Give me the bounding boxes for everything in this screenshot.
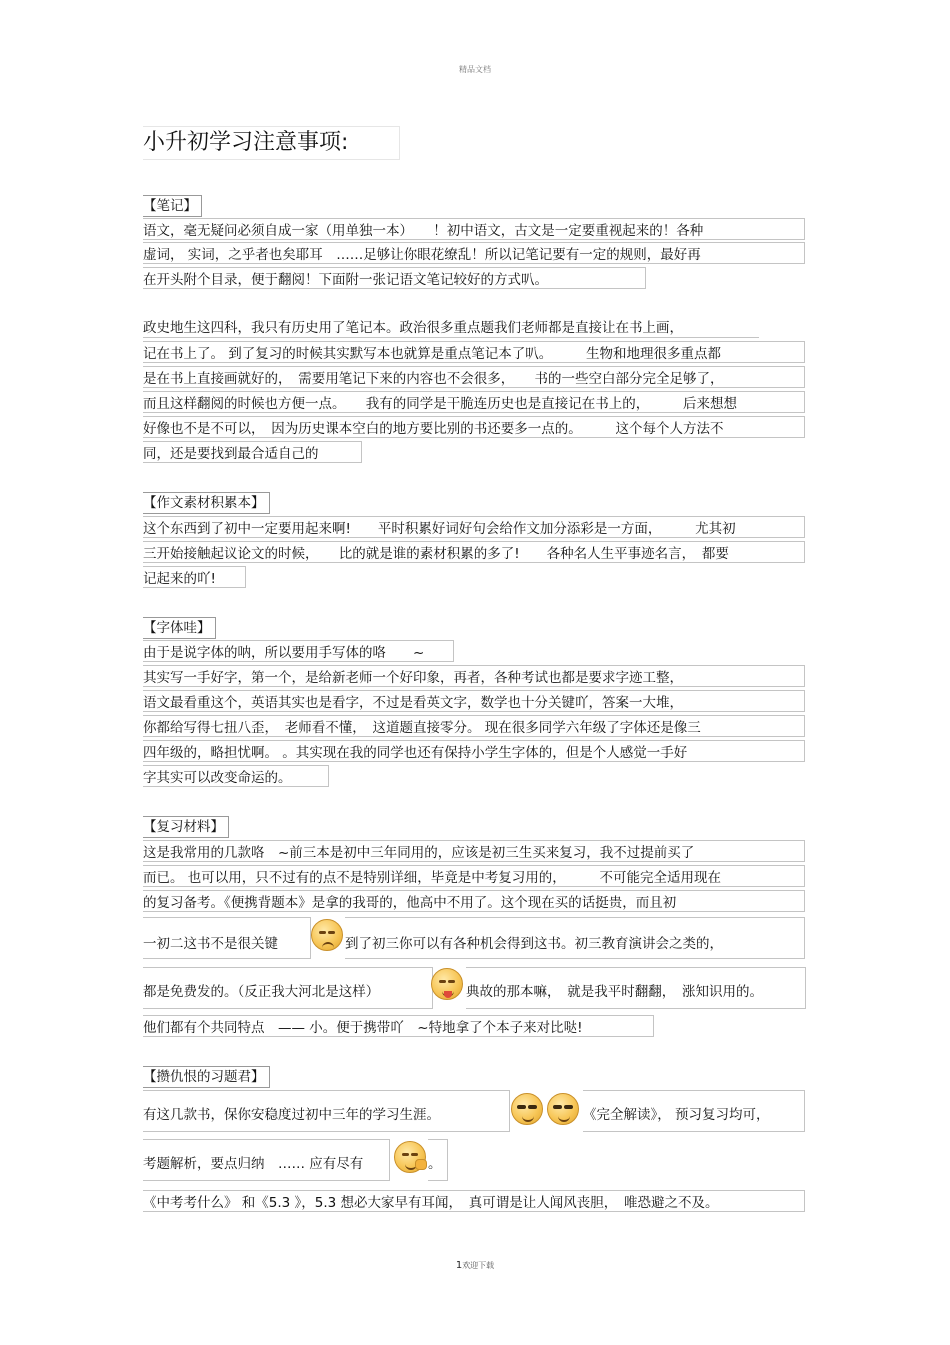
text-line: 其实写一手好字，第一个，是给新老师一个好印象，再者，各种考试也都是要求字迹工整， <box>143 665 805 687</box>
text-line: 记在书上了。 到了复习的时候其实默写本也就算是重点笔记本了叭。 生物和地理很多重点都 <box>143 341 805 363</box>
text-line: 一初二这书不是很关键 <box>143 917 311 959</box>
text-line: 四年级的，略担忧啊。 。其实现在我的同学也还有保持小学生字体的，但是个人感觉一手好 <box>143 740 805 762</box>
text-line: 考题解析，要点归纳 …… 应有尽有 <box>143 1139 390 1181</box>
text-line: 虚词， 实词，之乎者也矣耶耳 ……足够让你眼花缭乱！所以记笔记要有一定的规则，最好再 <box>143 242 805 264</box>
text-line: 到了初三你可以有各种机会得到这书。初三教育演讲会之类的， <box>345 917 805 959</box>
text-line: 都是免费发的。（反正我大河北是这样） <box>143 967 433 1009</box>
footer-note <box>0 1260 950 1271</box>
text-line: 《中考考什么》 和《5.3 》，5.3 想必大家早有耳闻， 真可谓是让人闻风丧胆， 唯恐避之不及。 <box>143 1190 805 1212</box>
section-heading-notes: 【笔记】 <box>143 195 202 217</box>
text-line: 《完全解读》， 预习复习均可， <box>583 1090 805 1132</box>
text-line: 有这几款书，保你安稳度过初中三年的学习生涯。 <box>143 1090 510 1132</box>
text-line: 语文最看重这个，英语其实也是看字，不过是看英文字，数学也十分关键吖，答案一大堆， <box>143 690 805 712</box>
text-line: 典故的那本嘛， 就是我平时翻翻， 涨知识用的。 <box>466 967 806 1009</box>
text-line: 三开始接触起议论文的时候， 比的就是谁的素材积累的多了! 各种名人生平事迹名言， 都要 <box>143 541 805 563</box>
text-line: 字其实可以改变命运的。 <box>143 765 329 787</box>
header-note: 精品文档 <box>459 65 491 74</box>
text-line: 而且这样翻阅的时候也方便一点。 我有的同学是干脆连历史也是直接记在书上的， 后来想想 <box>143 391 805 413</box>
text-line: 是在书上直接画就好的， 需要用笔记下来的内容也不会很多， 书的一些空白部分完全足够了， <box>143 366 805 388</box>
thinking-emoji-icon <box>394 1141 426 1173</box>
text-line: 。 <box>428 1139 448 1181</box>
text-line: 政史地生这四科，我只有历史用了笔记本。政治很多重点题我们老师都是直接让在书上画， <box>143 316 759 338</box>
frown-emoji-icon <box>311 919 343 951</box>
text-line: 他们都有个共同特点 —— 小。便于携带吖 ~特地拿了个本子来对比哒! <box>143 1015 654 1037</box>
text-line: 这是我常用的几款咯 ~前三本是初中三年同用的，应该是初三生买来复习，我不过提前买了 <box>143 840 805 862</box>
cool-emoji-icon <box>511 1093 543 1125</box>
cool-emoji-icon <box>547 1093 579 1125</box>
page-number: 1 <box>455 1260 463 1271</box>
text-line: 的复习备考。《便携背题本》是拿的我哥的，他高中不用了。这个现在买的话挺贵，而且初 <box>143 890 805 912</box>
section-heading-handwriting: 【字体哇】 <box>143 617 216 639</box>
text-line: 语文，毫无疑问必须自成一家（用单独一本） ！初中语文，古文是一定要重视起来的！各种 <box>143 218 805 240</box>
text-line: 你都给写得七扭八歪， 老师看不懂， 这道题直接零分。 现在很多同学六年级了字体还是像三 <box>143 715 805 737</box>
text-line: 这个东西到了初中一定要用起来啊! 平时积累好词好句会给作文加分添彩是一方面， 尤其初 <box>143 516 805 538</box>
text-line: 记起来的吖! <box>143 566 246 588</box>
section-heading-exercise: 【攒仇恨的习题君】 <box>143 1066 270 1088</box>
text-line: 在开头附个目录，便于翻阅！下面附一张记语文笔记较好的方式叭。 <box>143 267 646 289</box>
text-line: 同，还是要找到最合适自己的 <box>143 441 362 463</box>
text-line: 而已。 也可以用，只不过有的点不是特别详细，毕竟是中考复习用的， 不可能完全适用现在 <box>143 865 805 887</box>
tongue-emoji-icon <box>431 968 463 1000</box>
section-heading-review: 【复习材料】 <box>143 816 229 838</box>
page-title: 小升初学习注意事项: <box>143 126 400 160</box>
text-line: 由于是说字体的呐，所以要用手写体的咯 ~ <box>143 640 454 662</box>
section-heading-essay: 【作文素材积累本】 <box>143 492 270 514</box>
text-line: 好像也不是不可以， 因为历史课本空白的地方要比别的书还要多一点的。 这个每个人方法不 <box>143 416 805 438</box>
footer-text: 欢迎下载 <box>462 1261 495 1270</box>
